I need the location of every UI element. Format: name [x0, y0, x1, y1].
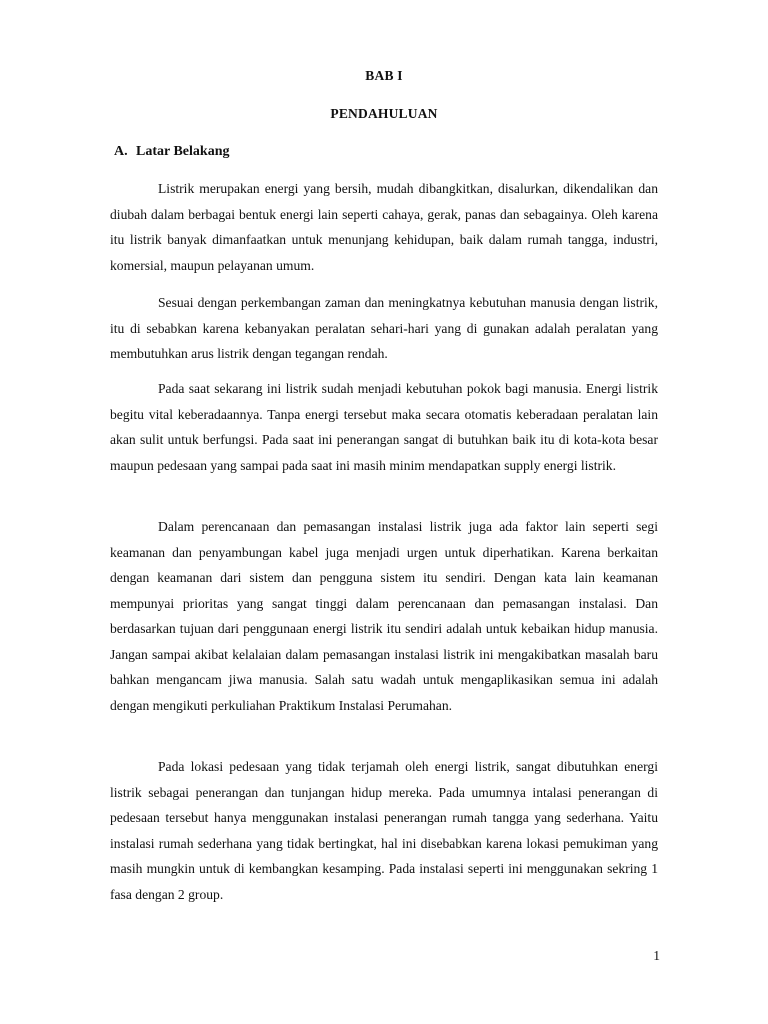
paragraph-3: Pada saat sekarang ini listrik sudah menjadi kebutuhan pokok bagi manusia. Energi listrik begitu vital keberadaannya. Tanpa energi tersebut maka secara otomatis keberadaan peralatan lain akan sulit untuk berfungsi. Pada saat ini penerangan sangat di butuhkan baik itu di kota-kota besar maupun pedesaan yang sampai pada saat ini masih minim mendapatkan supply energi listrik.	[110, 381, 658, 473]
section-letter: A.	[114, 144, 128, 159]
section-heading	[114, 144, 229, 160]
paragraph-1: Listrik merupakan energi yang bersih, mudah dibangkitkan, disalurkan, dikendalikan dan diubah dalam berbagai bentuk energi lain seperti cahaya, gerak, panas dan sebagainya. Oleh karena itu listrik banyak dimanfaatkan untuk menunjang kehidupan, baik dalam rumah tangga, industri, komersial, maupun pelayanan umum.	[110, 181, 658, 273]
paragraph-4: Dalam perencanaan dan pemasangan instalasi listrik juga ada faktor lain seperti segi keamanan dan penyambungan kabel juga menjadi urgen untuk diperhatikan. Karena berkaitan dengan keamanan dari sistem dan pengguna sistem itu sendiri. Dengan kata lain keamanan mempunyai prioritas yang sangat tinggi dalam perencanaan dan pemasangan instalasi. Dan berdasarkan tujuan dari penggunaan energi listrik itu sendiri adalah untuk kebaikan hidup manusia. Jangan sampai akibat kelalaian dalam pemasangan instalasi listrik ini mengakibatkan masalah baru bahkan mengancam jiwa manusia. Salah satu wadah untuk mengaplikasikan semua ini adalah dengan mengikuti perkuliahan Praktikum Instalasi Perumahan.	[110, 519, 658, 713]
paragraph-5: Pada lokasi pedesaan yang tidak terjamah oleh energi listrik, sangat dibutuhkan energi listrik sebagai penerangan dan tunjangan hidup mereka. Pada umumnya intalasi penerangan di pedesaan tersebut hanya menggunakan instalasi penerangan rumah tangga yang sederhana. Yaitu instalasi rumah sederhana yang tidak bertingkat, hal ini disebabkan karena lokasi pemukiman yang masih mungkin untuk di kembangkan kesamping. Pada instalasi seperti ini menggunakan sekring 1 fasa dengan 2 group.	[110, 759, 658, 902]
section-title: Latar Belakang	[136, 144, 230, 159]
page-number: 1	[653, 948, 660, 963]
paragraph-2: Sesuai dengan perkembangan zaman dan meningkatnya kebutuhan manusia dengan listrik, itu di sebabkan karena kebanyakan peralatan sehari-hari yang di gunakan adalah peralatan yang membutuhkan arus listrik dengan tegangan rendah.	[110, 295, 658, 361]
chapter-number: BAB I	[365, 68, 403, 83]
chapter-title: PENDAHULUAN	[330, 106, 438, 121]
